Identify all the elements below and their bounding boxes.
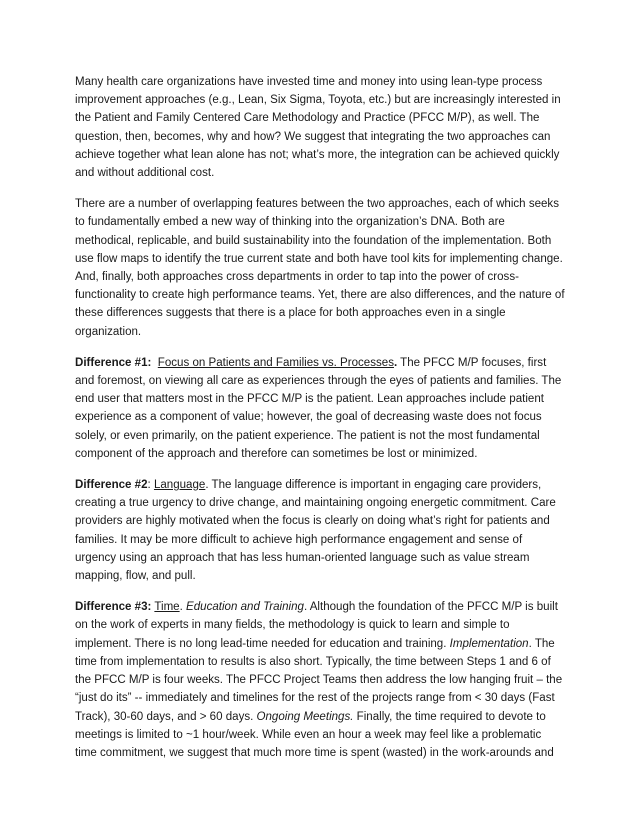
document-page (75, 73, 565, 775)
difference-2-body: . The language difference is important in engaging care providers, creating a true urgency to drive change, and maintaining ongoing energetic commitment. Care providers are highly motivated when the focus is clearly on doing what’s right for patients and families. It may be more difficult to achieve high performance engagement and sense of urgency using an approach that has less human-oriented language such as value stream mapping, flow, and pull. (75, 479, 556, 583)
difference-2-label: Difference #2 (75, 479, 148, 492)
difference-3-topic: Time (154, 601, 180, 614)
difference-1-paragraph (75, 354, 565, 463)
difference-1-body: The PFCC M/P focuses, first and foremost, on viewing all care as experiences through the eyes of patients and families. The end user that matters most in the PFCC M/P is the patient. Lean approaches include patient experience as a component of value; however, the goal of decreasing waste does not focus solely, or even primarily, on the patient experience. The patient is not the most fundamental component of the approach and therefore can sometimes be lost or minimized. (75, 356, 562, 460)
difference-3-paragraph (75, 598, 565, 762)
difference-3-subheading-implementation: Implementation (449, 637, 529, 650)
difference-3-subheading-meetings: Ongoing Meetings. (256, 710, 354, 723)
difference-1-topic: Focus on Patients and Families vs. Processes (157, 356, 394, 369)
difference-3-text-3: . The time from implementation to results is also short. Typically, the time between Steps 1 and 6 of the PFCC M/P is four weeks. The PFCC Project Teams then address the low hanging fruit – the “just do its” -- immediately and timelines for the rest of the projects range from < 30 days (Fast Track), 30-60 days, and > 60 days. (75, 637, 563, 723)
difference-3-subheading-education: Education and Training (186, 601, 304, 614)
difference-2-paragraph (75, 476, 565, 585)
intro-paragraph: Many health care organizations have invested time and money into using lean-type process improvement approaches (e.g., Lean, Six Sigma, Toyota, etc.) but are increasingly interested in the Patient and Family Centered Care Methodology and Practice (PFCC M/P), as well. The question, then, becomes, why and how? We suggest that integrating the two approaches can achieve together what lean alone has not; what’s more, the integration can be achieved quickly and without additional cost. (75, 76, 561, 180)
difference-1-period: . (393, 356, 398, 369)
difference-3-text-4: Finally, the time required to devote to meetings is limited to ~1 hour/week. While even an hour a week may feel like a problematic time commitment, we suggest that much more time is spent (wasted) in the work-arounds and (75, 710, 554, 759)
difference-3-label: Difference #3: (75, 601, 152, 614)
difference-2-separator: : (147, 479, 154, 492)
difference-3-text-2: . Although the foundation of the PFCC M/P is built on the work of experts in many fields, the methodology is quick to learn and simple to implement. There is no long lead-time needed for education and training. (75, 601, 558, 650)
overlap-paragraph: There are a number of overlapping features between the two approaches, each of which seeks to fundamentally embed a new way of thinking into the organization’s DNA. Both are methodical, replicable, and build sustainability into the foundation of the implementation. Both use flow maps to identify the true current state and both have tool kits for implementing change. And, finally, both approaches cross departments in order to tap into the power of cross-functionality to create high performance teams. Yet, there are also differences, and the nature of these differences suggests that there is a place for both approaches even in a single organization. (75, 198, 565, 338)
difference-1-label: Difference #1: (75, 356, 152, 369)
difference-2-topic: Language (153, 479, 206, 492)
difference-3-text-1: . (179, 601, 187, 614)
